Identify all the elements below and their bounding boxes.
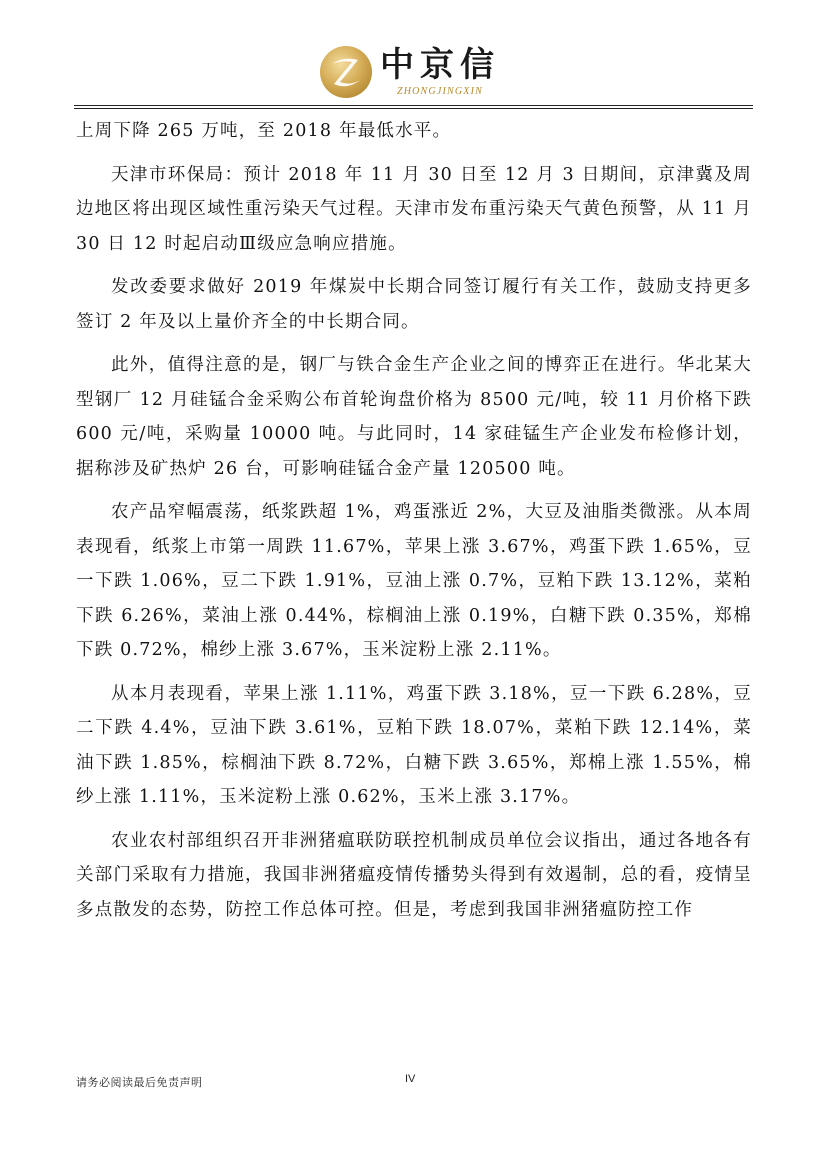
header-divider: [74, 105, 753, 109]
footer-disclaimer: 请务必阅读最后免责声明: [76, 1076, 203, 1089]
logo-chinese-name: 中京信: [380, 45, 500, 85]
paragraph-agri-monthly: 从本月表现看，苹果上涨 1.11%，鸡蛋下跌 3.18%，豆一下跌 6.28%，豆二下跌 4.4%，豆油下跌 3.61%，豆粕下跌 18.07%，菜粕下跌 12.14%，菜油下跌 1.85%，棕榈油下跌 8.72%，白糖下跌 3.65%，郑棉上涨 1.55%，棉纱上涨 1.11%，玉米淀粉上涨 0.62%，玉米上涨 3.17%。: [76, 683, 752, 807]
paragraph-agri-weekly: 农产品窄幅震荡，纸浆跌超 1%，鸡蛋涨近 2%，大豆及油脂类微涨。从本周表现看，纸浆上市第一周跌 11.67%，苹果上涨 3.67%，鸡蛋下跌 1.65%，豆一下跌 1.06%，豆二下跌 1.91%，豆油上涨 0.7%，豆粕下跌 13.12%，菜粕下跌 6.26%，菜油上涨 0.44%，棕榈油上涨 0.19%，白糖下跌 0.35%，郑棉下跌 0.72%，棉纱上涨 3.67%，玉米淀粉上涨 2.11%。: [76, 502, 752, 660]
page-number: IV: [405, 1073, 416, 1085]
logo-text-group: [380, 46, 500, 98]
logo-emblem-icon: [318, 44, 374, 100]
paragraph-steel-alloy: 此外，值得注意的是，钢厂与铁合金生产企业之间的博弈正在进行。华北某大型钢厂 12 月硅锰合金采购公布首轮询盘价格为 8500 元/吨，较 11 月价格下跌 600 元/吨，采购量 10000 吨。与此同时，14 家硅锰生产企业发布检修计划，据称涉及矿热炉 26 台，可影响硅锰合金产量 120500 吨。: [76, 355, 752, 479]
document-body: [76, 114, 752, 927]
logo-english-name: ZHONGJINGXIN: [396, 86, 484, 97]
paragraph-tianjin-pollution: 天津市环保局：预计 2018 年 11 月 30 日至 12 月 3 日期间，京津冀及周边地区将出现区域性重污染天气过程。天津市发布重污染天气黄色预警，从 11 月 30 日 12 时起启动Ⅲ级应急响应措施。: [76, 164, 752, 254]
page-header: [0, 0, 827, 112]
company-logo: [318, 44, 500, 100]
paragraph-swine-fever: 农业农村部组织召开非洲猪瘟联防联控机制成员单位会议指出，通过各地各有关部门采取有力措施，我国非洲猪瘟疫情传播势头得到有效遏制，总的看，疫情呈多点散发的态势，防控工作总体可控。但是，考虑到我国非洲猪瘟防控工作: [76, 830, 752, 920]
paragraph-continued: 上周下降 265 万吨，至 2018 年最低水平。: [76, 121, 452, 141]
paragraph-coal-contracts: 发改委要求做好 2019 年煤炭中长期合同签订履行有关工作，鼓励支持更多签订 2 年及以上量价齐全的中长期合同。: [76, 277, 752, 332]
